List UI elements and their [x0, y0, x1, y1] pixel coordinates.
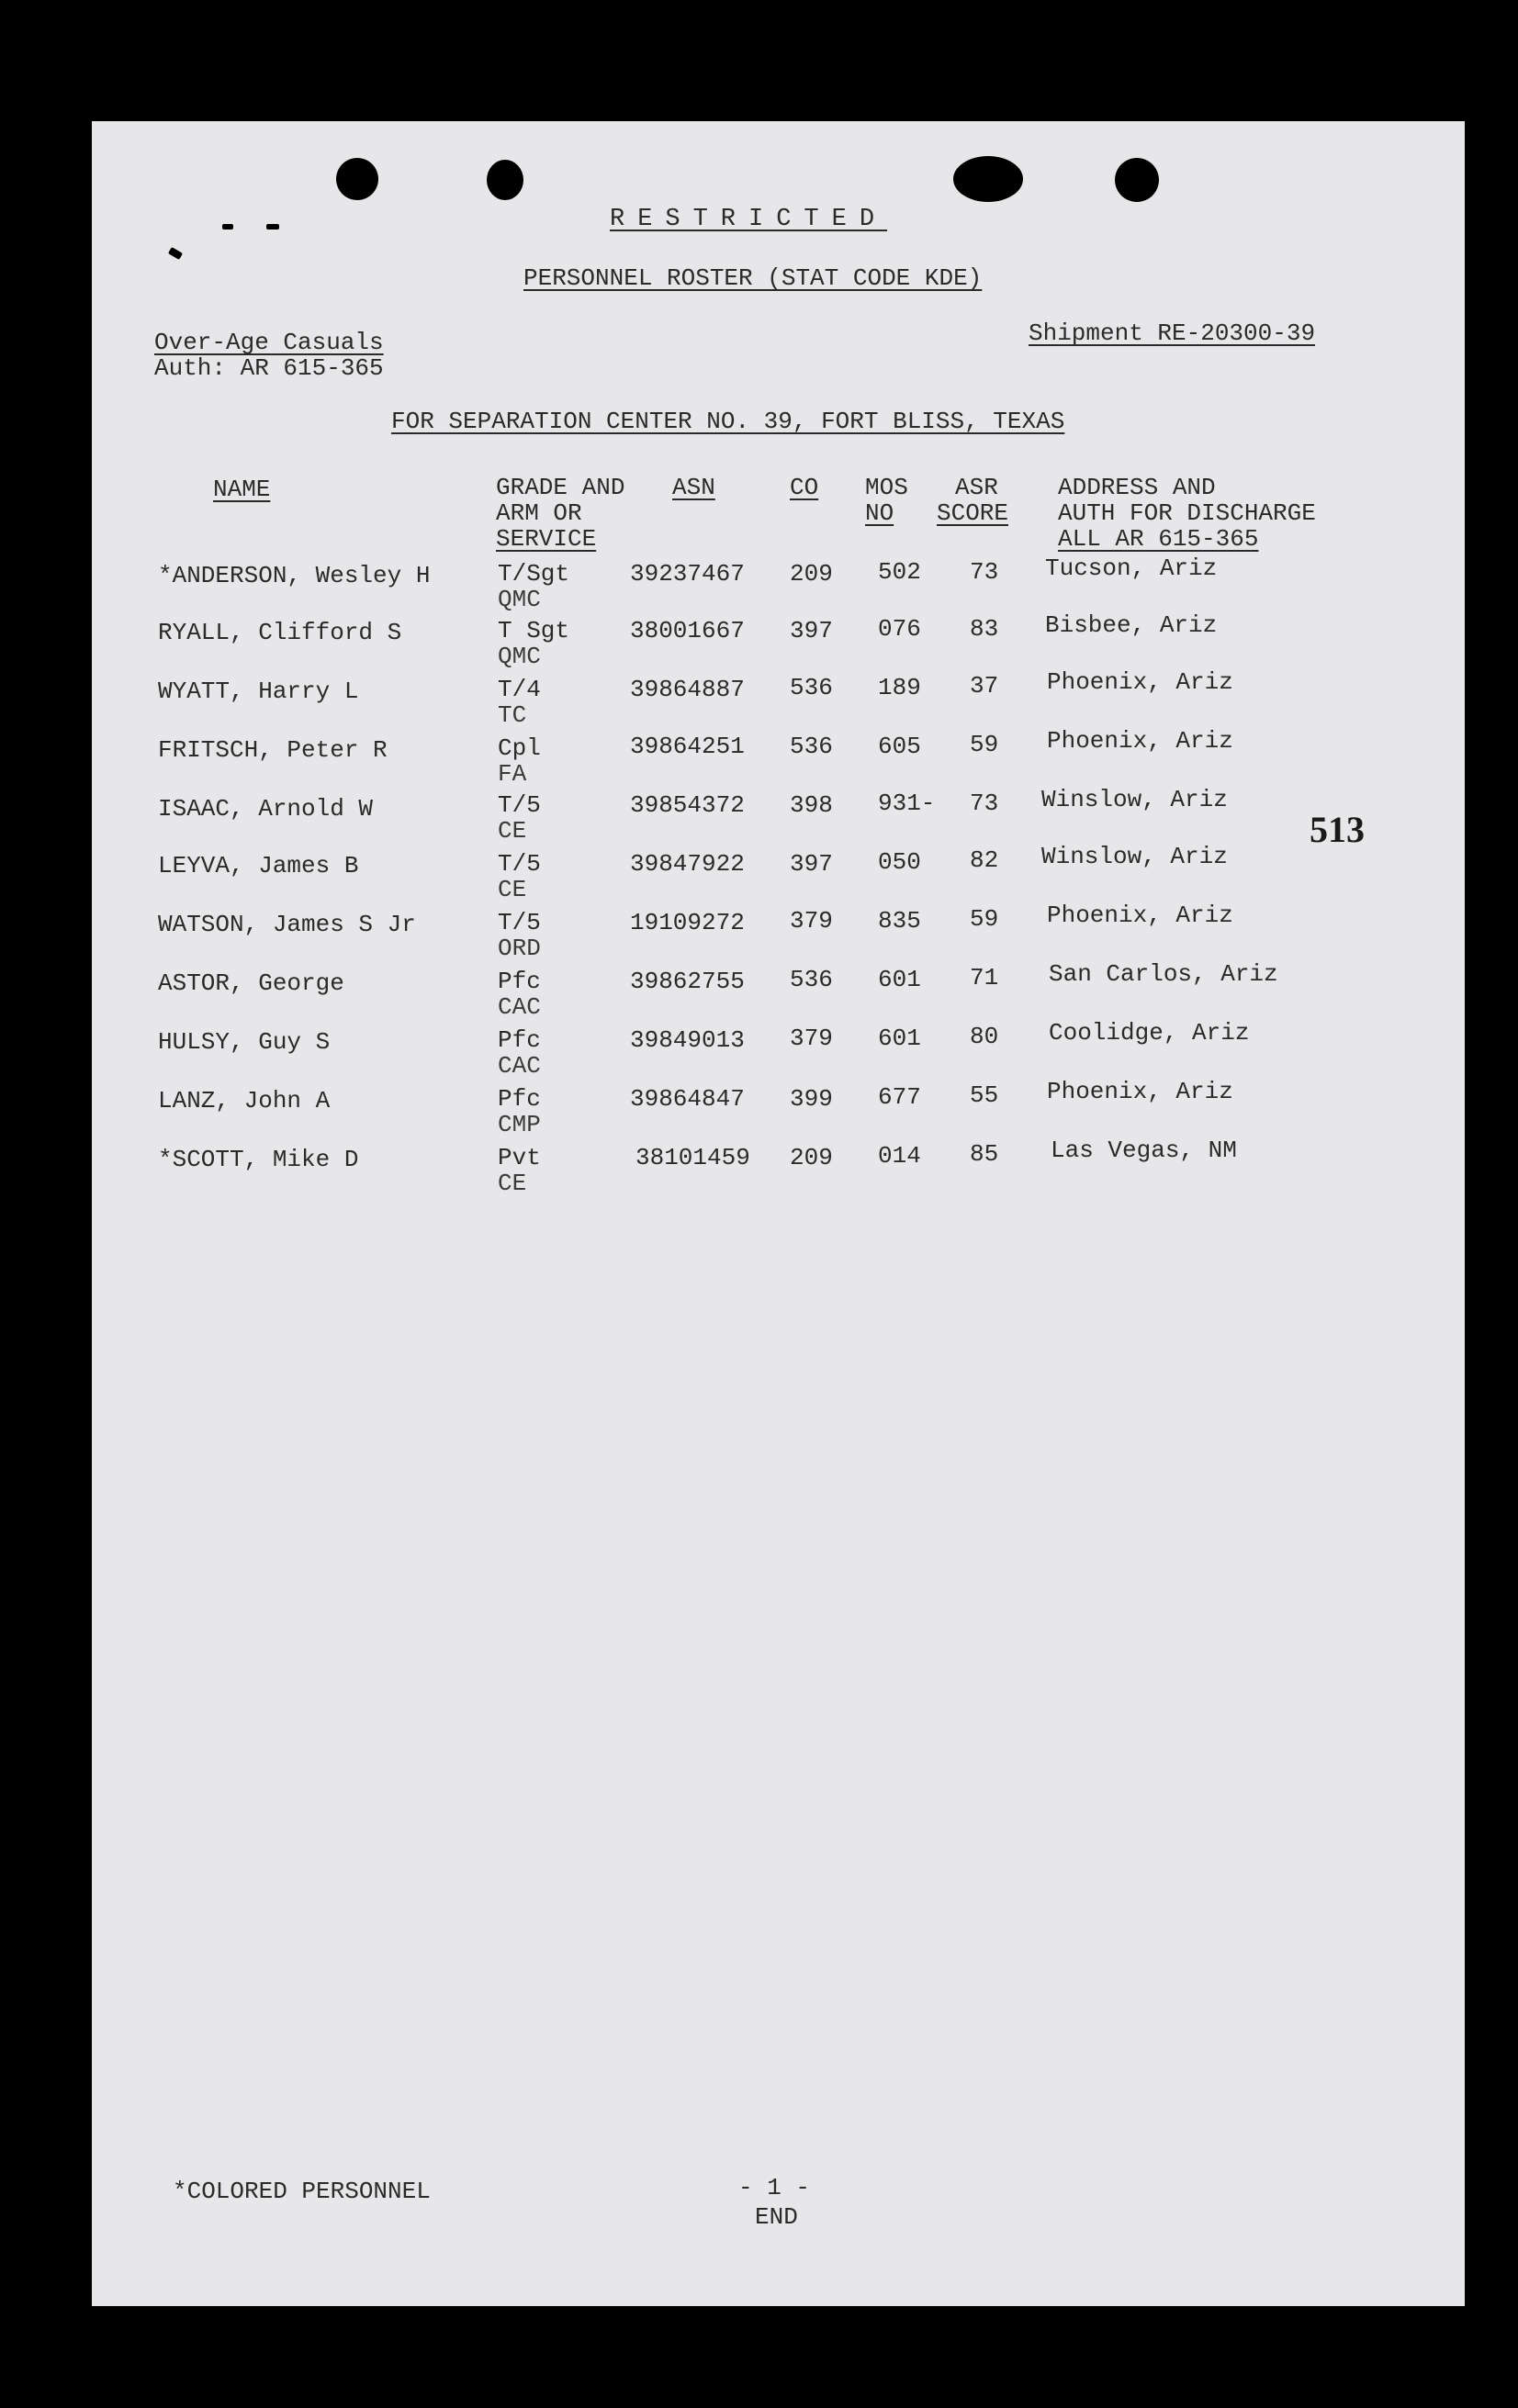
authority-label: Auth: AR 615-365 [154, 354, 384, 382]
col-header-grade: GRADE AND [496, 474, 625, 501]
classification-label: RESTRICTED [610, 206, 888, 233]
grade-cell: Pfc [498, 968, 541, 995]
asn-cell: 39849013 [630, 1026, 745, 1054]
mos-cell: 502 [878, 558, 921, 586]
address-cell: Phoenix, Ariz [1047, 727, 1233, 755]
asn-cell: 38001667 [630, 617, 745, 644]
asn-cell: 39864887 [630, 676, 745, 703]
mos-cell: 050 [878, 848, 921, 876]
address-cell: Coolidge, Ariz [1049, 1019, 1250, 1047]
co-cell: 379 [790, 1025, 833, 1052]
name-cell: WATSON, James S Jr [158, 911, 416, 938]
asr-cell: 55 [970, 1081, 999, 1109]
punch-hole [336, 158, 378, 200]
asr-cell: 73 [970, 790, 999, 817]
address-cell: Las Vegas, NM [1051, 1137, 1237, 1164]
asn-cell: 39847922 [630, 850, 745, 878]
grade-cell: Cpl [498, 734, 541, 762]
name-cell: LANZ, John A [158, 1087, 331, 1114]
mos-cell: 835 [878, 907, 921, 935]
grade-cell: Pfc [498, 1026, 541, 1054]
arm-cell: CAC [498, 1052, 541, 1080]
asr-cell: 59 [970, 731, 999, 758]
arm-cell: ORD [498, 935, 541, 962]
col-header-address: ALL AR 615-365 [1058, 525, 1259, 553]
mos-cell: 677 [878, 1083, 921, 1111]
asn-cell: 38101459 [635, 1144, 750, 1171]
col-header-grade: SERVICE [496, 525, 597, 553]
arm-cell: CE [498, 1170, 527, 1197]
asn-cell: 39237467 [630, 560, 745, 588]
arm-cell: CE [498, 876, 527, 903]
address-cell: Tucson, Ariz [1045, 554, 1218, 582]
asr-cell: 73 [970, 558, 999, 586]
co-cell: 536 [790, 674, 833, 701]
asr-cell: 83 [970, 615, 999, 643]
footnote: *COLORED PERSONNEL [173, 2178, 431, 2205]
grade-cell: T/4 [498, 676, 541, 703]
asn-cell: 39864251 [630, 733, 745, 760]
mos-cell: 601 [878, 1025, 921, 1052]
grade-cell: T/5 [498, 909, 541, 936]
col-header-asr: SCORE [937, 499, 1009, 527]
name-cell: ISAAC, Arnold W [158, 795, 374, 823]
name-cell: FRITSCH, Peter R [158, 736, 388, 764]
co-cell: 536 [790, 733, 833, 760]
grade-cell: Pvt [498, 1144, 541, 1171]
asn-cell: 39862755 [630, 968, 745, 995]
address-cell: San Carlos, Ariz [1049, 960, 1278, 988]
name-cell: HULSY, Guy S [158, 1028, 331, 1056]
arm-cell: CAC [498, 993, 541, 1021]
grade-cell: T Sgt [498, 617, 570, 644]
mos-cell: 076 [878, 615, 921, 643]
asn-cell: 39864847 [630, 1085, 745, 1113]
col-header-grade: ARM OR [496, 499, 582, 527]
shipment-number: Shipment RE-20300-39 [1029, 319, 1316, 347]
asr-cell: 71 [970, 964, 999, 991]
address-cell: Bisbee, Ariz [1045, 611, 1218, 639]
co-cell: 379 [790, 907, 833, 935]
col-header-co: CO [790, 474, 819, 501]
name-cell: WYATT, Harry L [158, 678, 359, 705]
asn-cell: 39854372 [630, 791, 745, 819]
arm-cell: TC [498, 701, 527, 729]
asr-cell: 80 [970, 1023, 999, 1050]
name-cell: RYALL, Clifford S [158, 619, 402, 646]
mos-cell: 014 [878, 1142, 921, 1170]
punch-hole [487, 160, 523, 200]
punch-hole [953, 156, 1023, 202]
col-header-name: NAME [213, 476, 271, 503]
arm-cell: CE [498, 817, 527, 845]
arm-cell: CMP [498, 1111, 541, 1138]
grade-cell: T/5 [498, 791, 541, 819]
name-cell: ASTOR, George [158, 969, 344, 997]
col-header-mos: NO [865, 499, 894, 527]
grade-cell: T/5 [498, 850, 541, 878]
asn-cell: 19109272 [630, 909, 745, 936]
address-cell: Winslow, Ariz [1041, 786, 1228, 813]
co-cell: 209 [790, 560, 833, 588]
stamp-number: 513 [1310, 809, 1365, 850]
mos-cell: 601 [878, 966, 921, 993]
co-cell: 536 [790, 966, 833, 993]
punch-hole [1115, 158, 1159, 202]
arm-cell: QMC [498, 643, 541, 670]
name-cell: *SCOTT, Mike D [158, 1146, 359, 1173]
mos-cell: 189 [878, 674, 921, 701]
roster-title: PERSONNEL ROSTER (STAT CODE KDE) [523, 264, 983, 292]
asr-cell: 82 [970, 846, 999, 874]
address-cell: Phoenix, Ariz [1047, 668, 1233, 696]
asr-cell: 37 [970, 672, 999, 700]
page-number: - 1 - [738, 2174, 811, 2201]
col-header-asn: ASN [672, 474, 715, 501]
document-page [92, 121, 1465, 2306]
co-cell: 397 [790, 850, 833, 878]
address-cell: Phoenix, Ariz [1047, 1078, 1233, 1105]
co-cell: 397 [790, 617, 833, 644]
end-marker: END [755, 2203, 798, 2231]
mos-cell: 605 [878, 733, 921, 760]
asr-cell: 85 [970, 1140, 999, 1168]
name-cell: *ANDERSON, Wesley H [158, 562, 431, 589]
address-cell: Winslow, Ariz [1041, 843, 1228, 870]
asr-cell: 59 [970, 905, 999, 933]
scan-speck [266, 224, 279, 230]
scan-speck [222, 224, 233, 230]
co-cell: 398 [790, 791, 833, 819]
name-cell: LEYVA, James B [158, 852, 359, 879]
grade-cell: Pfc [498, 1085, 541, 1113]
col-header-asr: ASR [955, 474, 998, 501]
col-header-address: ADDRESS AND [1058, 474, 1216, 501]
arm-cell: QMC [498, 586, 541, 613]
col-header-mos: MOS [865, 474, 908, 501]
grade-cell: T/Sgt [498, 560, 570, 588]
mos-cell: 931- [878, 790, 936, 817]
separation-center: FOR SEPARATION CENTER NO. 39, FORT BLISS, TEXAS [391, 408, 1065, 435]
co-cell: 399 [790, 1085, 833, 1113]
arm-cell: FA [498, 760, 527, 788]
unit-label: Over-Age Casuals [154, 329, 384, 356]
co-cell: 209 [790, 1144, 833, 1171]
scan-speck [168, 247, 183, 260]
address-cell: Phoenix, Ariz [1047, 902, 1233, 929]
col-header-address: AUTH FOR DISCHARGE [1058, 499, 1316, 527]
